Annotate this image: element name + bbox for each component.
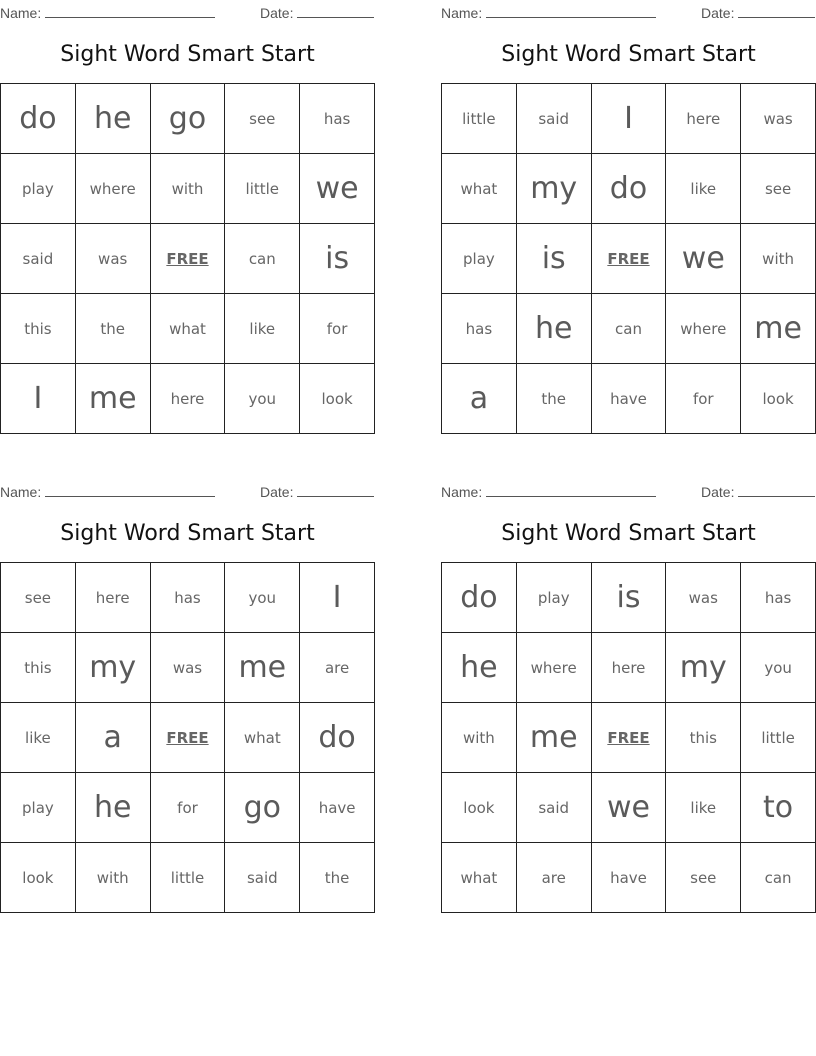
free-space: FREE	[151, 224, 226, 294]
card-title: Sight Word Smart Start	[60, 42, 315, 67]
word-cell: here	[76, 563, 151, 633]
word-cell: are	[517, 843, 592, 913]
date-blank-line	[297, 3, 374, 18]
word-cell: my	[666, 633, 741, 703]
word-cell: play	[1, 773, 76, 843]
word-cell: little	[442, 84, 517, 154]
word-cell: was	[151, 633, 226, 703]
word-cell: he	[517, 294, 592, 364]
word-cell: go	[151, 84, 226, 154]
word-cell: he	[76, 84, 151, 154]
word-cell: said	[225, 843, 300, 913]
date-label: Date:	[260, 5, 294, 21]
word-cell: said	[517, 84, 592, 154]
word-cell: said	[517, 773, 592, 843]
word-cell: me	[225, 633, 300, 703]
card-header-fields	[0, 0, 375, 22]
word-cell: play	[1, 154, 76, 224]
word-cell: my	[517, 154, 592, 224]
word-cell: we	[300, 154, 375, 224]
word-cell: is	[517, 224, 592, 294]
word-cell: where	[666, 294, 741, 364]
word-cell: like	[666, 154, 741, 224]
word-cell: look	[741, 364, 816, 434]
date-blank-line	[738, 482, 815, 497]
word-cell: was	[666, 563, 741, 633]
word-cell: the	[517, 364, 592, 434]
word-cell: I	[1, 364, 76, 434]
word-cell: was	[741, 84, 816, 154]
word-cell: with	[76, 843, 151, 913]
date-blank-line	[297, 482, 374, 497]
word-cell: like	[666, 773, 741, 843]
word-cell: do	[1, 84, 76, 154]
word-cell: with	[442, 703, 517, 773]
bingo-grid	[441, 562, 816, 913]
card-title: Sight Word Smart Start	[501, 521, 756, 546]
word-cell: for	[666, 364, 741, 434]
name-field	[441, 482, 656, 500]
word-cell: little	[225, 154, 300, 224]
card-header-fields	[441, 479, 816, 501]
date-label: Date:	[260, 484, 294, 500]
free-space: FREE	[151, 703, 226, 773]
word-cell: play	[517, 563, 592, 633]
name-blank-line	[45, 3, 215, 18]
card-title: Sight Word Smart Start	[60, 521, 315, 546]
word-cell: here	[666, 84, 741, 154]
word-cell: what	[151, 294, 226, 364]
word-cell: me	[741, 294, 816, 364]
word-cell: have	[592, 364, 667, 434]
word-cell: are	[300, 633, 375, 703]
word-cell: play	[442, 224, 517, 294]
word-cell: this	[666, 703, 741, 773]
word-cell: my	[76, 633, 151, 703]
bingo-card	[0, 0, 375, 434]
word-cell: you	[225, 364, 300, 434]
word-cell: what	[442, 154, 517, 224]
word-cell: the	[300, 843, 375, 913]
bingo-card	[441, 479, 816, 913]
word-cell: have	[300, 773, 375, 843]
word-cell: can	[741, 843, 816, 913]
word-cell: what	[442, 843, 517, 913]
word-cell: look	[442, 773, 517, 843]
date-field	[260, 482, 374, 500]
word-cell: with	[741, 224, 816, 294]
date-blank-line	[738, 3, 815, 18]
word-cell: to	[741, 773, 816, 843]
word-cell: for	[151, 773, 226, 843]
word-cell: with	[151, 154, 226, 224]
bingo-card	[441, 0, 816, 434]
card-header-fields	[0, 479, 375, 501]
word-cell: has	[741, 563, 816, 633]
word-cell: can	[225, 224, 300, 294]
word-cell: where	[76, 154, 151, 224]
free-space: FREE	[592, 224, 667, 294]
word-cell: has	[300, 84, 375, 154]
word-cell: was	[76, 224, 151, 294]
card-header-fields	[441, 0, 816, 22]
word-cell: this	[1, 633, 76, 703]
word-cell: me	[76, 364, 151, 434]
word-cell: the	[76, 294, 151, 364]
name-blank-line	[486, 482, 656, 497]
word-cell: look	[300, 364, 375, 434]
word-cell: said	[1, 224, 76, 294]
word-cell: little	[741, 703, 816, 773]
word-cell: see	[741, 154, 816, 224]
word-cell: has	[151, 563, 226, 633]
word-cell: you	[225, 563, 300, 633]
word-cell: like	[225, 294, 300, 364]
word-cell: here	[151, 364, 226, 434]
word-cell: little	[151, 843, 226, 913]
bingo-grid	[441, 83, 816, 434]
name-label: Name:	[0, 484, 42, 500]
word-cell: a	[76, 703, 151, 773]
name-field	[0, 482, 215, 500]
date-label: Date:	[701, 5, 735, 21]
word-cell: where	[517, 633, 592, 703]
free-space: FREE	[592, 703, 667, 773]
word-cell: here	[592, 633, 667, 703]
word-cell: has	[442, 294, 517, 364]
word-cell: this	[1, 294, 76, 364]
word-cell: a	[442, 364, 517, 434]
word-cell: for	[300, 294, 375, 364]
word-cell: I	[592, 84, 667, 154]
word-cell: go	[225, 773, 300, 843]
name-label: Name:	[441, 5, 483, 21]
name-field	[0, 3, 215, 21]
word-cell: see	[666, 843, 741, 913]
name-blank-line	[45, 482, 215, 497]
word-cell: do	[442, 563, 517, 633]
name-field	[441, 3, 656, 21]
word-cell: you	[741, 633, 816, 703]
word-cell: have	[592, 843, 667, 913]
word-cell: we	[666, 224, 741, 294]
word-cell: do	[592, 154, 667, 224]
date-field	[701, 482, 815, 500]
name-label: Name:	[0, 5, 42, 21]
word-cell: see	[1, 563, 76, 633]
bingo-card	[0, 479, 375, 913]
word-cell: me	[517, 703, 592, 773]
word-cell: like	[1, 703, 76, 773]
word-cell: we	[592, 773, 667, 843]
word-cell: look	[1, 843, 76, 913]
word-cell: is	[300, 224, 375, 294]
word-cell: he	[76, 773, 151, 843]
word-cell: I	[300, 563, 375, 633]
word-cell: do	[300, 703, 375, 773]
date-field	[260, 3, 374, 21]
date-label: Date:	[701, 484, 735, 500]
bingo-grid	[0, 562, 375, 913]
word-cell: what	[225, 703, 300, 773]
word-cell: he	[442, 633, 517, 703]
bingo-grid	[0, 83, 375, 434]
word-cell: see	[225, 84, 300, 154]
date-field	[701, 3, 815, 21]
name-label: Name:	[441, 484, 483, 500]
word-cell: can	[592, 294, 667, 364]
name-blank-line	[486, 3, 656, 18]
word-cell: is	[592, 563, 667, 633]
card-title: Sight Word Smart Start	[501, 42, 756, 67]
